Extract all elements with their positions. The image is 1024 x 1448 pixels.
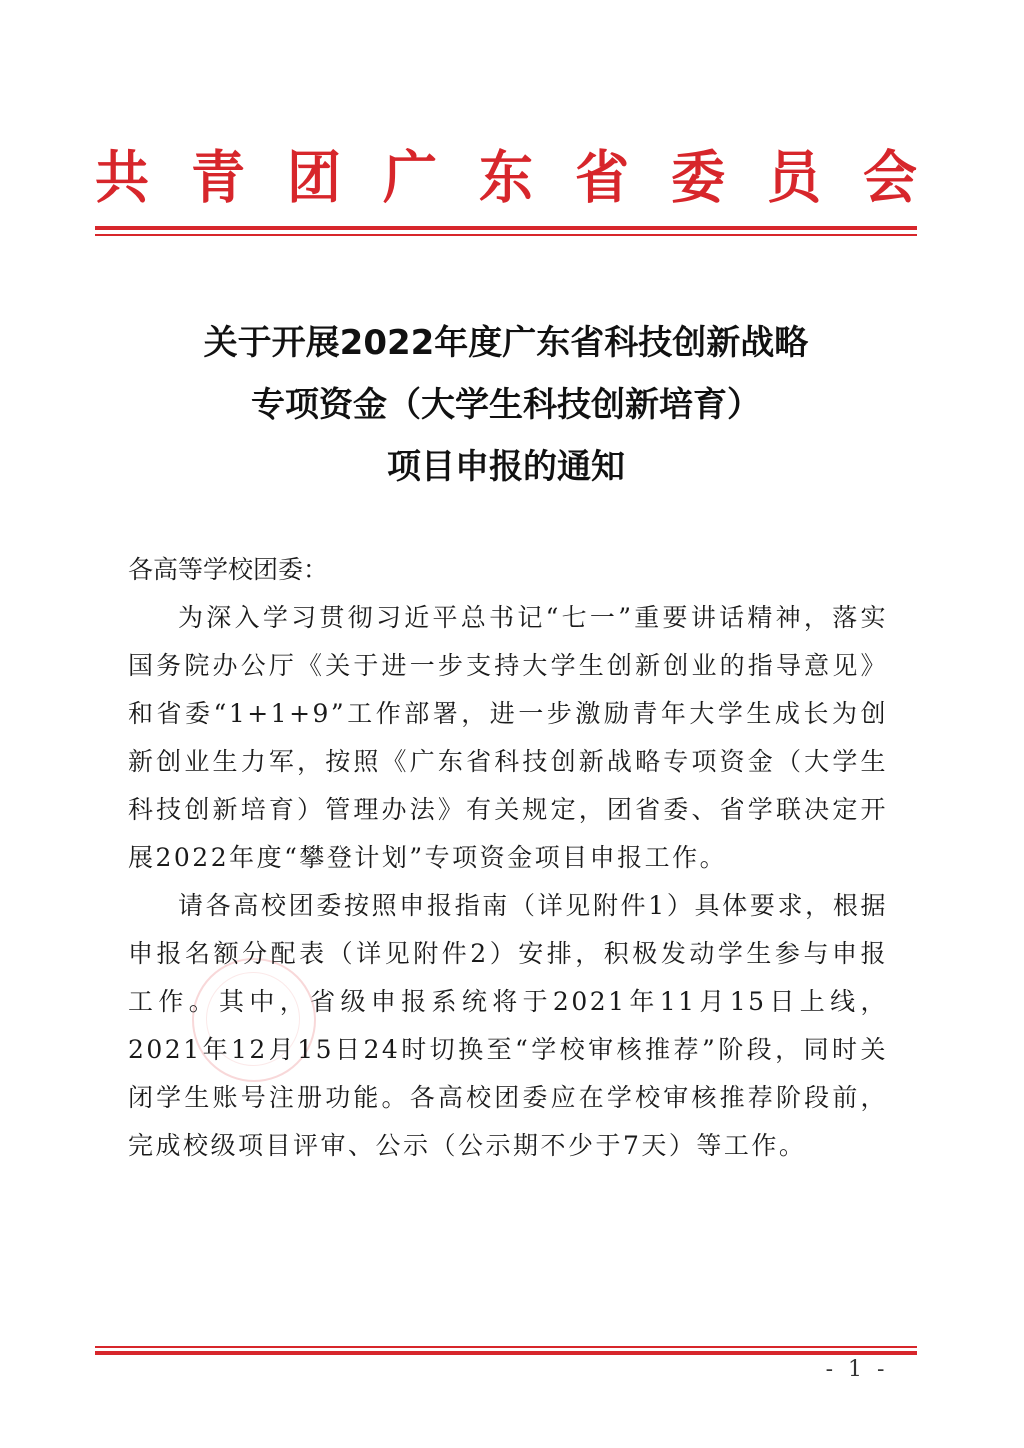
masthead-char: 省 bbox=[575, 143, 629, 211]
title-line-2: 专项资金（大学生科技创新培育） bbox=[251, 385, 761, 425]
masthead-char: 委 bbox=[671, 143, 725, 211]
masthead-char: 团 bbox=[287, 143, 341, 211]
masthead-char: 东 bbox=[479, 143, 533, 211]
masthead-char: 共 bbox=[95, 143, 149, 211]
title-line-3: 项目申报的通知 bbox=[387, 447, 625, 487]
body-paragraph-1: 为深入学习贯彻习近平总书记“七一”重要讲话精神，落实国务院办公厅《关于进一步支持大学生创新创业的指导意见》和省委“1+1+9”工作部署，进一步激励青年大学生成长为创新创业生力军，按照《广东省科技创新战略专项资金（大学生科技创新培育）管理办法》有关规定，团省委、省学联决定开展2022年度“攀登计划”专项资金项目申报工作。 bbox=[128, 603, 888, 872]
masthead-divider-thin bbox=[95, 234, 917, 236]
masthead-char: 员 bbox=[767, 143, 821, 211]
document-body bbox=[128, 546, 888, 1170]
masthead-char: 青 bbox=[191, 143, 245, 211]
document-title bbox=[95, 312, 917, 498]
footer-divider-thin bbox=[95, 1346, 917, 1348]
title-line-1: 关于开展2022年度广东省科技创新战略 bbox=[203, 323, 809, 363]
masthead-char: 广 bbox=[383, 143, 437, 211]
page-number: - 1 - bbox=[825, 1357, 889, 1382]
body-paragraph-2: 请各高校团委按照申报指南（详见附件1）具体要求，根据申报名额分配表（详见附件2）安排，积极发动学生参与申报工作。其中，省级申报系统将于2021年11月15日上线，2021年12月15日24时切换至“学校审核推荐”阶段，同时关闭学生账号注册功能。各高校团委应在学校审核推荐阶段前，完成校级项目评审、公示（公示期不少于7天）等工作。 bbox=[128, 891, 888, 1160]
masthead-divider-thick bbox=[95, 226, 917, 230]
masthead bbox=[95, 142, 917, 212]
footer-divider-thick bbox=[95, 1351, 917, 1355]
salutation: 各高等学校团委： bbox=[128, 555, 329, 584]
masthead-char: 会 bbox=[863, 143, 917, 211]
